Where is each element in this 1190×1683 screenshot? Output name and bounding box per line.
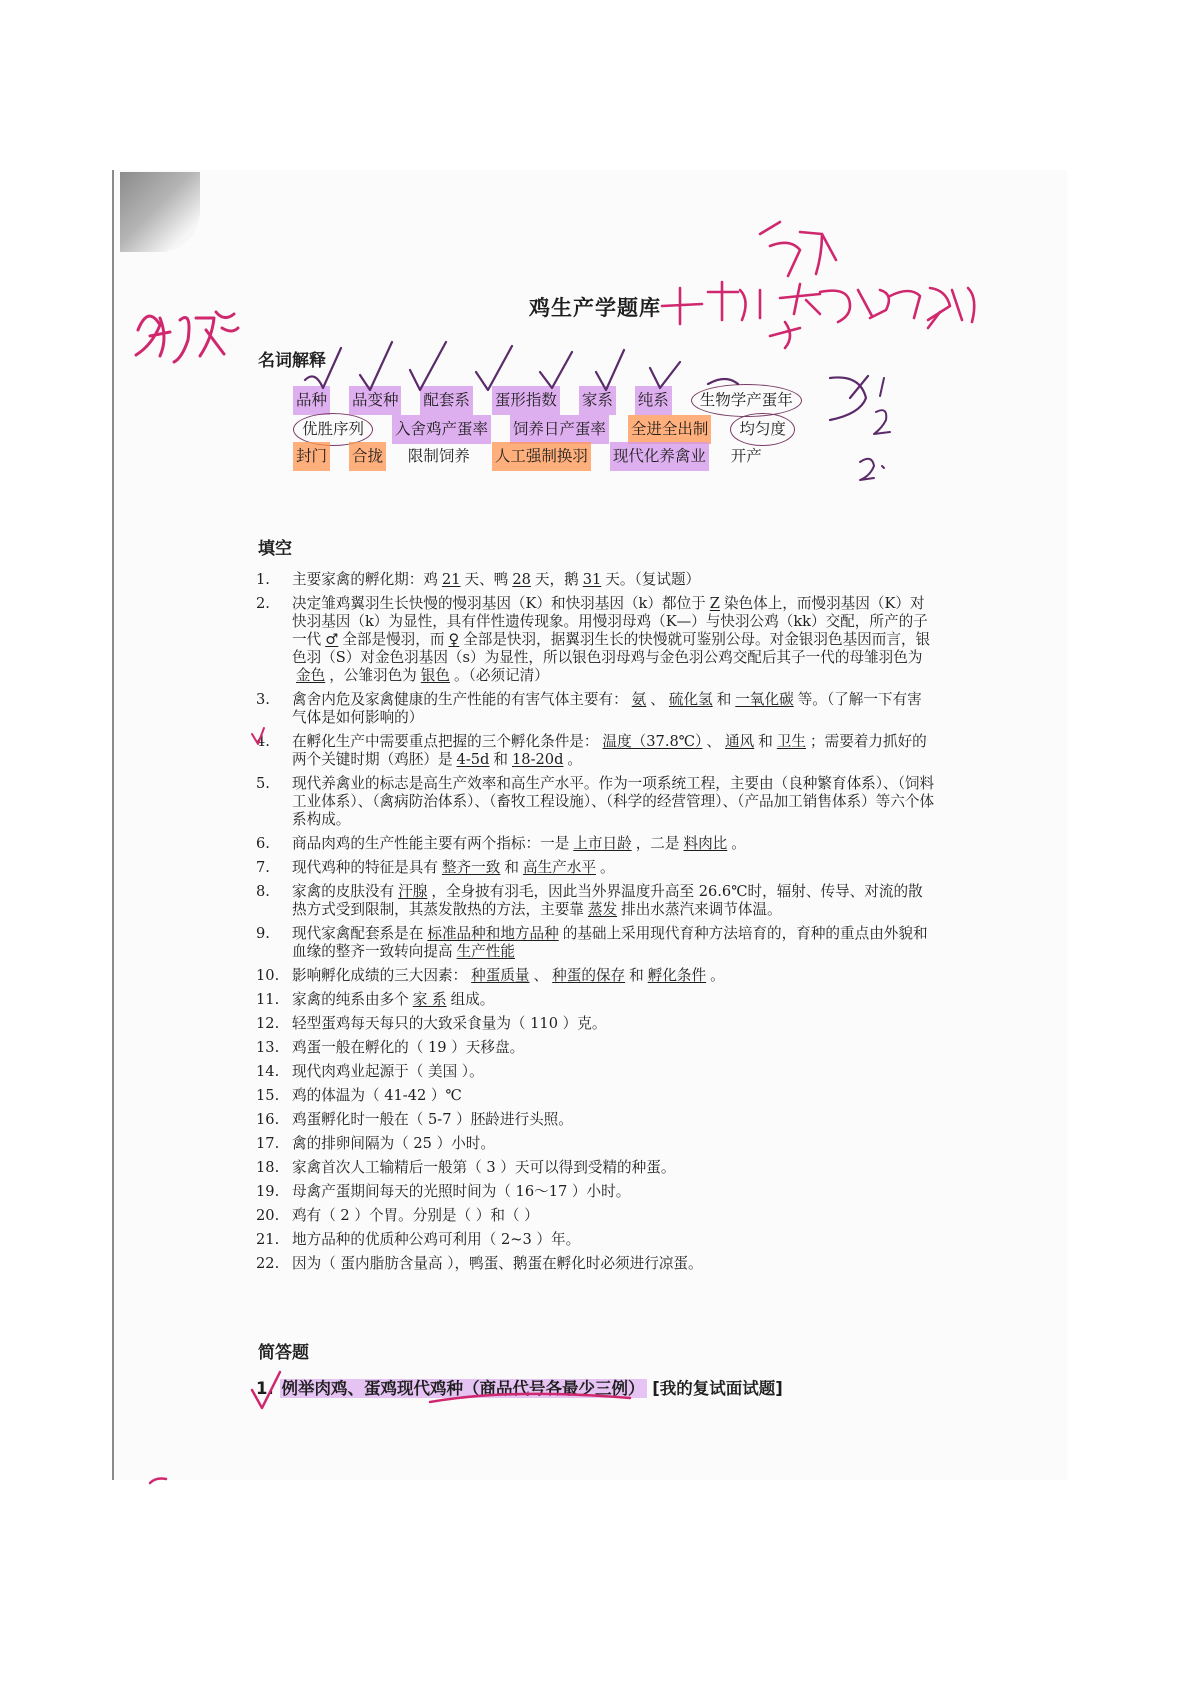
fill-blank-item	[256, 571, 936, 589]
answer-blank: 温度（37.8℃）	[602, 733, 703, 750]
item-text: 现代家禽配套系是在	[292, 925, 424, 942]
fill-blank-item	[256, 859, 936, 877]
document-title: 鸡生产学题库	[529, 296, 661, 320]
item-text: 天、鸭	[464, 571, 509, 588]
answer-blank: 整齐一致	[441, 859, 501, 876]
fill-blank-item	[256, 991, 936, 1009]
question-text: 例举肉鸡、蛋鸡现代鸡种（商品代号各最少三例）	[281, 1379, 645, 1398]
answer-blank: 18-20d	[512, 751, 564, 768]
item-text: 和	[504, 859, 519, 876]
item-text: ，二是	[635, 835, 680, 852]
item-text: ，全身披有羽毛，因此当外界温度升高至 26.6℃时，辐射、传导、对流的散热方式受到限制，其蒸发散热的方法，主要靠	[292, 883, 923, 918]
answer-blank: 4-5d	[456, 751, 490, 768]
item-number: 2.	[256, 595, 270, 612]
fill-blank-item	[256, 1207, 936, 1225]
item-number: 8.	[256, 883, 270, 900]
item-text: 鸡的体温为（ 41-42 ）℃	[292, 1087, 462, 1104]
item-number: 22.	[256, 1255, 280, 1272]
item-text: 现代鸡种的特征是具有	[292, 859, 438, 876]
item-text: 影响孵化成绩的三大因素：	[292, 967, 468, 984]
answer-blank: 生产性能	[456, 943, 515, 960]
item-text: 和	[716, 691, 732, 708]
term: 品变种	[349, 386, 402, 415]
answer-blank: 蒸发	[587, 901, 618, 918]
item-text: 禽舍内危及家禽健康的生产性能的有害气体主要有：	[292, 691, 628, 708]
term: 现代化养禽业	[610, 442, 709, 471]
answer-blank: 种蛋的保存	[552, 967, 626, 984]
item-text: 、	[650, 691, 665, 708]
fill-blank-item	[256, 835, 936, 853]
item-number: 11.	[256, 991, 280, 1008]
torn-corner-shadow	[120, 172, 200, 252]
item-number: 19.	[256, 1183, 280, 1200]
item-number: 21.	[256, 1231, 280, 1248]
answer-blank: 高生产水平	[522, 859, 596, 876]
item-text: 。	[731, 835, 746, 852]
page-edge	[112, 170, 114, 1480]
fill-blank-item	[256, 775, 936, 829]
term: 家系	[579, 386, 616, 415]
item-number: 9.	[256, 925, 270, 942]
term: 限制饲养	[407, 447, 470, 465]
fill-blank-item	[256, 1159, 936, 1177]
item-text: 。	[599, 859, 615, 876]
item-text: 。	[710, 967, 725, 984]
fill-blank-item	[256, 691, 936, 727]
item-number: 12.	[256, 1015, 280, 1032]
item-text: 决定雏鸡翼羽生长快慢的慢羽基因（K）和快羽基因（k）都位于	[292, 595, 706, 612]
item-text: 。（必须记清）	[453, 667, 549, 684]
term: 封门	[293, 442, 330, 471]
term-row-1	[293, 384, 893, 413]
item-number: 17.	[256, 1135, 280, 1152]
fill-blank-item	[256, 1015, 936, 1033]
answer-blank: ♀	[448, 631, 460, 648]
answer-blank: 卫生	[776, 733, 807, 750]
term: 全进全出制	[628, 415, 712, 444]
item-text: 现代肉鸡业起源于（ 美国 ）。	[292, 1063, 484, 1080]
item-text: 的基础上采用现代育种方法培育的，育种的重点由外貌和血缘的整齐一致转向提高	[292, 925, 928, 960]
item-text: 和	[629, 967, 644, 984]
item-text: 排出水蒸汽来调节体温。	[621, 901, 782, 918]
item-number: 20.	[256, 1207, 280, 1224]
item-text: ，公雏羽色为	[329, 667, 417, 684]
answer-blank: ♂	[325, 631, 339, 648]
answer-blank: 银色	[420, 667, 450, 684]
fill-blank-item	[256, 1231, 936, 1249]
term: 开产	[730, 447, 762, 465]
term-list	[293, 384, 893, 471]
item-text: 商品肉鸡的生产性能主要有两个指标：一是	[292, 835, 570, 852]
item-number: 3.	[256, 691, 270, 708]
item-number: 18.	[256, 1159, 280, 1176]
term-row-3	[293, 442, 893, 471]
term: 品种	[293, 386, 330, 415]
answer-blank: 31	[582, 571, 602, 588]
item-number: 14.	[256, 1063, 280, 1080]
fill-blank-item	[256, 733, 936, 769]
answer-blank: 氨	[631, 691, 647, 708]
item-number: 1.	[256, 571, 270, 588]
answer-blank: 汗腺	[398, 883, 428, 900]
item-text: 鸡有（ 2 ）个胃。分别是（ ）和（ ）	[292, 1207, 539, 1224]
item-number: 16.	[256, 1111, 280, 1128]
item-number: 4.	[256, 733, 270, 750]
term: 人工强制换羽	[492, 442, 591, 471]
fill-blank-item	[256, 1183, 936, 1201]
item-number: 10.	[256, 967, 280, 984]
item-text: 组成。	[450, 991, 495, 1008]
fill-blank-item	[256, 595, 936, 685]
answer-blank: 通风	[725, 733, 755, 750]
answer-blank: 硫化氢	[668, 691, 713, 708]
fill-blank-item	[256, 1111, 936, 1129]
fill-blank-item	[256, 1063, 936, 1081]
question-number: 1.	[256, 1379, 274, 1398]
item-number: 7.	[256, 859, 270, 876]
item-text: 家禽的纯系由多个	[292, 991, 409, 1008]
answer-blank: 金色	[296, 667, 326, 684]
item-text: 在孵化生产中需要重点把握的三个孵化条件是：	[292, 733, 599, 750]
section-heading-terms: 名词解释	[258, 351, 326, 371]
answer-blank: Z	[709, 595, 720, 612]
item-text: 天。（复试题）	[605, 571, 701, 588]
item-number: 5.	[256, 775, 270, 792]
term: 生物学产蛋年	[691, 384, 802, 417]
item-text: 天，鹅	[534, 571, 579, 588]
item-text: ；需要着力抓好的两个关键时期（鸡胚）是	[292, 733, 927, 768]
fill-blank-item	[256, 1039, 936, 1057]
answer-blank: 家 系	[412, 991, 447, 1008]
item-text: 禽的排卵间隔为（ 25 ）小时。	[292, 1135, 495, 1152]
item-text: 。	[567, 751, 583, 768]
item-number: 15.	[256, 1087, 280, 1104]
item-text: 鸡蛋一般在孵化的（ 19 ）天移盘。	[292, 1039, 525, 1056]
item-text: 因为（ 蛋内脂肪含量高 ），鸭蛋、鹅蛋在孵化时必须进行凉蛋。	[292, 1255, 703, 1272]
section-heading-short: 简答题	[258, 1343, 309, 1363]
term: 蛋形指数	[492, 386, 560, 415]
item-text: 、	[706, 733, 721, 750]
item-text: 等。（了解一下有害气体是如何影响的）	[292, 691, 922, 726]
term: 均匀度	[730, 413, 795, 446]
fill-blank-item	[256, 925, 936, 961]
fill-blank-item	[256, 1135, 936, 1153]
answer-blank: 种蛋质量	[471, 967, 530, 984]
item-text: 现代养禽业的标志是高生产效率和高生产水平。作为一项系统工程，主要由（良种繁育体系）、（饲料工业体系）、（禽病防治体系）、（畜牧工程设施）、（科学的经营管理）、（产品加工销售体系）等六个体系构成。	[292, 775, 935, 828]
item-text: 、	[533, 967, 549, 984]
item-text: 染色体上，而慢羽基因（K）对快羽基因（k）为显性，具有伴性遗传现象。用慢羽母鸡（K—）与快羽公鸡（kk）交配，所产的子一代	[292, 595, 928, 648]
item-text: 家禽的皮肤没有	[292, 883, 395, 900]
item-text: 和	[758, 733, 773, 750]
item-text: 母禽产蛋期间每天的光照时间为（ 16～17 ）小时。	[292, 1183, 631, 1200]
term: 纯系	[635, 386, 672, 415]
fill-blank-item	[256, 1255, 936, 1273]
term: 饲养日产蛋率	[510, 415, 609, 444]
fill-blank-list	[256, 571, 936, 1279]
term: 入舍鸡产蛋率	[392, 415, 491, 444]
item-text: 主要家禽的孵化期：鸡	[292, 571, 438, 588]
answer-blank: 料肉比	[683, 835, 728, 852]
answer-blank: 21	[441, 571, 461, 588]
question-note: [我的复试面试题]	[652, 1379, 783, 1398]
answer-blank: 上市日龄	[573, 835, 632, 852]
item-text: 地方品种的优质种公鸡可利用（ 2~3 ）年。	[292, 1231, 581, 1248]
term: 配套系	[420, 386, 473, 415]
term: 优胜序列	[293, 413, 373, 446]
item-text: 家禽首次人工输精后一般第（ 3 ）天可以得到受精的种蛋。	[292, 1159, 676, 1176]
item-text: 全部是快羽，据翼羽生长的快慢就可鉴别公母。对金银羽色基因而言，银色羽（S）对金色羽基因（s）为显性，所以银色羽母鸡与金色羽公鸡交配后其子一代的母雏羽色为	[292, 631, 931, 666]
item-text: 鸡蛋孵化时一般在（ 5-7 ）胚龄进行头照。	[292, 1111, 573, 1128]
short-answer-question	[256, 1375, 783, 1399]
item-number: 13.	[256, 1039, 280, 1056]
item-text: 全部是慢羽，而	[342, 631, 445, 648]
fill-blank-item	[256, 967, 936, 985]
item-text: 和	[493, 751, 508, 768]
term: 合拢	[349, 442, 386, 471]
term-row-2	[293, 413, 893, 442]
item-text: 轻型蛋鸡每天每只的大致采食量为（ 110 ）克。	[292, 1015, 607, 1032]
fill-blank-item	[256, 883, 936, 919]
fill-blank-item	[256, 1087, 936, 1105]
answer-blank: 标准品种和地方品种	[427, 925, 559, 942]
answer-blank: 28	[512, 571, 531, 588]
answer-blank: 孵化条件	[647, 967, 707, 984]
item-number: 6.	[256, 835, 270, 852]
section-heading-fill: 填空	[258, 539, 292, 559]
answer-blank: 一氧化碳	[735, 691, 794, 708]
